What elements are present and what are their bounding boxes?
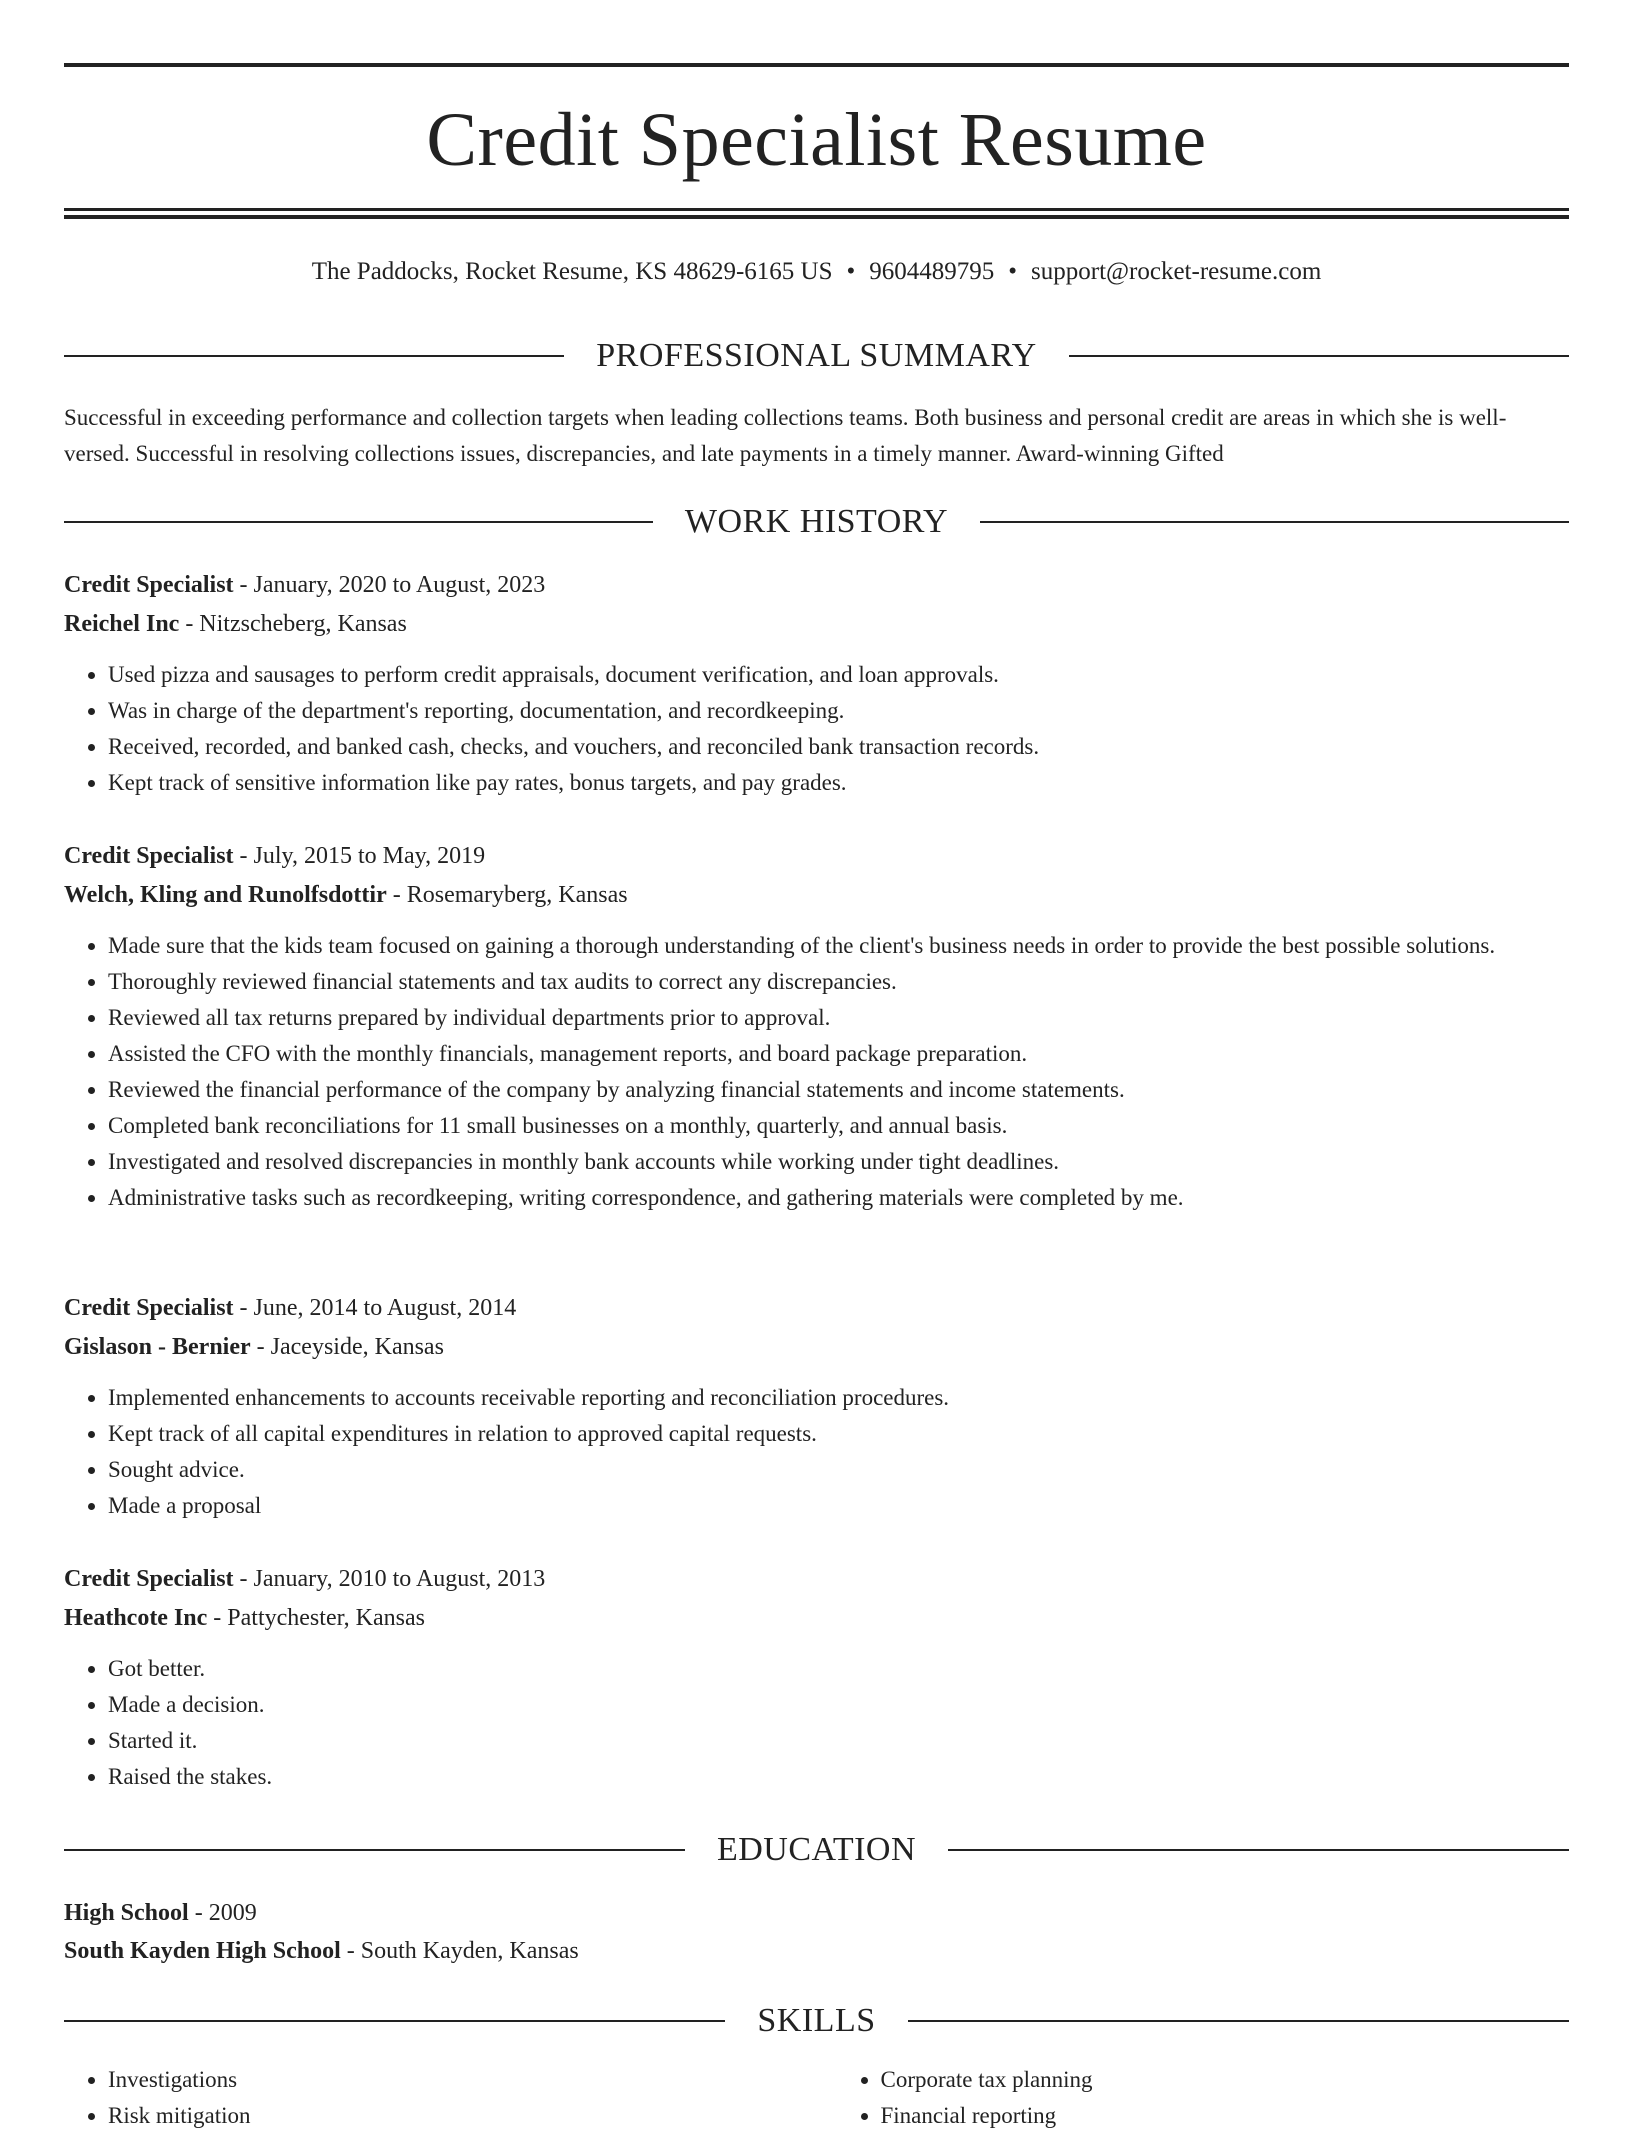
job-company: Reichel Inc [64, 611, 180, 637]
education-school: South Kayden High School [64, 1938, 341, 1964]
top-rule [64, 63, 1569, 67]
job-bullets [64, 657, 1569, 801]
section-heading-skills [64, 1999, 1569, 2043]
contact-line [64, 254, 1569, 290]
job-bullets [64, 928, 1569, 1216]
list-item: • Thoroughly reviewed financial statements and tax audits to correct any discrepancies. [108, 964, 1569, 1000]
job-dates: - July, 2015 to May, 2019 [233, 843, 486, 869]
heading-rule-left [64, 521, 653, 523]
job-company: Gislason - Bernier [64, 1334, 251, 1360]
list-item: • Reviewed the financial performance of the company by analyzing financial statements and income statements. [108, 1072, 1569, 1108]
job-company: Heathcote Inc [64, 1605, 208, 1631]
education-degree: High School [64, 1900, 189, 1926]
skill-item: • Investigations [108, 2062, 797, 2098]
section-title: WORK HISTORY [684, 503, 949, 540]
title-rule-lower [64, 215, 1569, 219]
job-title: Credit Specialist [64, 572, 234, 598]
job-company: Welch, Kling and Runolfsdottir [64, 882, 387, 908]
list-item: • Assisted the CFO with the monthly financials, management reports, and board package preparation. [108, 1036, 1569, 1072]
contact-separator: • [1008, 258, 1018, 285]
heading-rule-left [64, 1849, 685, 1851]
list-item: • Kept track of all capital expenditures in relation to approved capital requests. [108, 1416, 1569, 1452]
contact-email: support@rocket-resume.com [1031, 258, 1322, 285]
section-heading-work [64, 500, 1569, 544]
job-location: - Pattychester, Kansas [207, 1605, 425, 1631]
job-location: - Jaceyside, Kansas [250, 1334, 444, 1360]
list-item: • Started it. [108, 1723, 1569, 1759]
job-entry-1 [64, 566, 1569, 801]
list-item: • Reviewed all tax returns prepared by individual departments prior to approval. [108, 1000, 1569, 1036]
skills-column-right [837, 2062, 1570, 2134]
contact-address: The Paddocks, Rocket Resume, KS 48629-6165 US [311, 258, 833, 285]
heading-rule-right [1069, 355, 1569, 357]
list-item: • Was in charge of the department's reporting, documentation, and recordkeeping. [108, 693, 1569, 729]
title-rule-upper [64, 208, 1569, 211]
heading-rule-right [948, 1849, 1569, 1851]
list-item: • Administrative tasks such as recordkeeping, writing correspondence, and gathering materials were completed by me. [108, 1180, 1569, 1216]
job-location: - Rosemaryberg, Kansas [386, 882, 628, 908]
list-item: • Made a decision. [108, 1687, 1569, 1723]
resume-title: Credit Specialist Resume [426, 98, 1207, 182]
section-title: PROFESSIONAL SUMMARY [596, 337, 1037, 374]
section-title: SKILLS [757, 2002, 876, 2039]
education-location: - South Kayden, Kansas [340, 1938, 579, 1964]
education-year: - 2009 [188, 1900, 257, 1926]
list-item: • Completed bank reconciliations for 11 small businesses on a monthly, quarterly, and annual basis. [108, 1108, 1569, 1144]
list-item: • Used pizza and sausages to perform credit appraisals, document verification, and loan approvals. [108, 657, 1569, 693]
section-heading-summary [64, 334, 1569, 378]
list-item: • Kept track of sensitive information like pay rates, bonus targets, and pay grades. [108, 765, 1569, 801]
skills-list [64, 2062, 1569, 2134]
job-entry-3 [64, 1289, 1569, 1524]
skill-item: • Corporate tax planning [881, 2062, 1570, 2098]
heading-rule-left [64, 355, 564, 357]
skill-item: • Financial reporting [881, 2098, 1570, 2134]
list-item: • Received, recorded, and banked cash, checks, and vouchers, and reconciled bank transaction records. [108, 729, 1569, 765]
contact-separator: • [846, 258, 856, 285]
job-entry-4 [64, 1560, 1569, 1795]
heading-rule-right [980, 521, 1569, 523]
job-dates: - June, 2014 to August, 2014 [233, 1295, 517, 1321]
professional-summary: Successful in exceeding performance and collection targets when leading collections teams. Both business and personal credit are areas in which she is well-versed. Successful in resolving collections issues, discrepancies, and late payments in a timely manner. Award-winning Gifted [64, 405, 1507, 466]
list-item: • Investigated and resolved discrepancies in monthly bank accounts while working under tight deadlines. [108, 1144, 1569, 1180]
job-bullets [64, 1380, 1569, 1524]
list-item: • Made sure that the kids team focused on gaining a thorough understanding of the client's business needs in order to provide the best possible solutions. [108, 928, 1569, 964]
skill-item: • Risk mitigation [108, 2098, 797, 2134]
education-entry [64, 1894, 1569, 1970]
job-entry-2 [64, 837, 1569, 1216]
job-bullets [64, 1651, 1569, 1795]
section-title: EDUCATION [716, 1831, 917, 1868]
list-item: • Sought advice. [108, 1452, 1569, 1488]
job-location: - Nitzscheberg, Kansas [179, 611, 407, 637]
job-title: Credit Specialist [64, 843, 234, 869]
heading-rule-right [908, 2020, 1569, 2022]
job-title: Credit Specialist [64, 1566, 234, 1592]
list-item: • Made a proposal [108, 1488, 1569, 1524]
list-item: • Raised the stakes. [108, 1759, 1569, 1795]
list-item: • Got better. [108, 1651, 1569, 1687]
list-item: • Implemented enhancements to accounts receivable reporting and reconciliation procedures. [108, 1380, 1569, 1416]
job-dates: - January, 2010 to August, 2013 [233, 1566, 546, 1592]
section-heading-education [64, 1828, 1569, 1872]
job-title: Credit Specialist [64, 1295, 234, 1321]
job-dates: - January, 2020 to August, 2023 [233, 572, 546, 598]
heading-rule-left [64, 2020, 725, 2022]
skills-column-left [64, 2062, 797, 2134]
contact-phone: 9604489795 [869, 258, 995, 285]
